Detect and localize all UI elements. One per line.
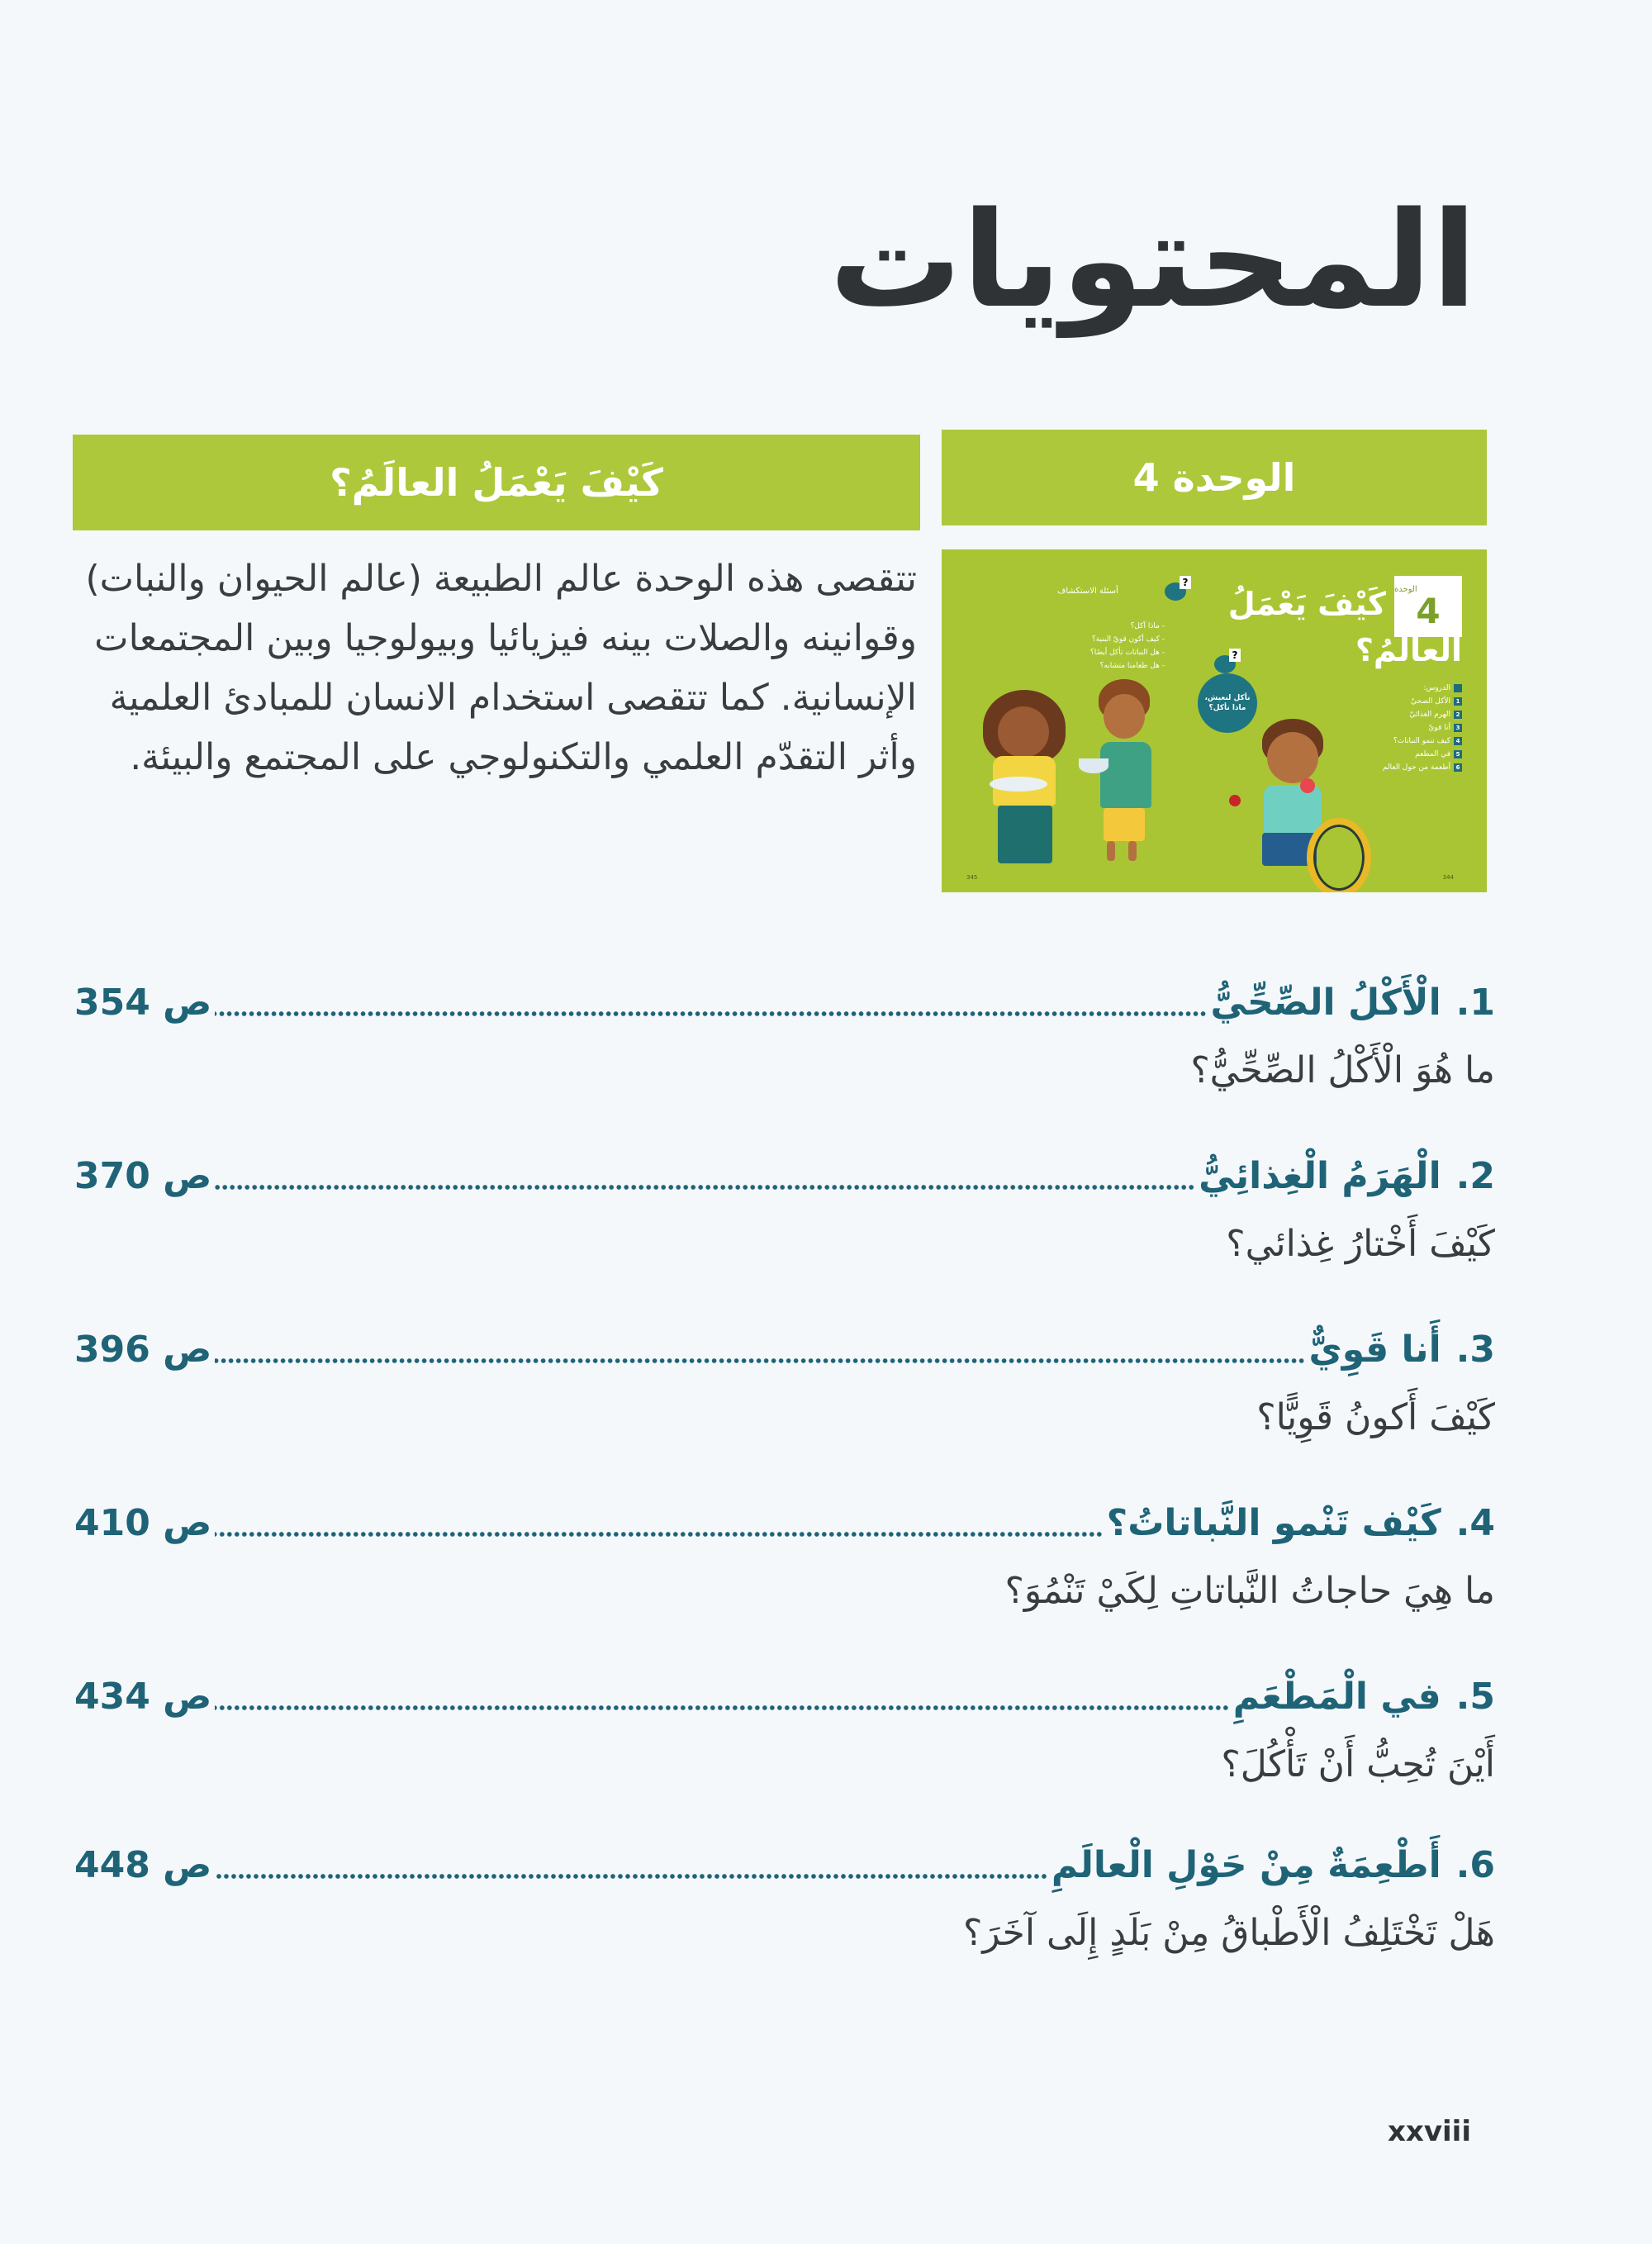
toc-title: في الْمَطْعَمِ bbox=[1232, 1676, 1441, 1718]
boy-with-bowl-illustration bbox=[1082, 669, 1165, 868]
unit-description: تتقصى هذه الوحدة عالم الطبيعة (عالم الحيوان والنبات) وقوانينه والصلات بينه فيزيائيا وبيولوجيا وبين المجتمعات الإنسانية. كما تتقصى استخدام الانسان للمبادئ العلمية وأثر التقدّم العلمي والتكنولوجي على المجتمع والبيئة. bbox=[85, 558, 917, 778]
toc-page-number: ص 410 bbox=[74, 1502, 212, 1544]
toc-page-number: ص 370 bbox=[74, 1155, 212, 1197]
toc-question: أَيْنَ تُحِبُّ أَنْ تَأْكُلَ؟ bbox=[1221, 1743, 1495, 1785]
toc-item-2 bbox=[74, 1155, 1495, 1269]
toc-item-4 bbox=[74, 1502, 1495, 1616]
toc-question: كَيْفَ أَكونُ قَوِيًّا؟ bbox=[1256, 1396, 1495, 1438]
inquiry-mascot-icon bbox=[1165, 582, 1186, 601]
unit-label: الوحدة 4 bbox=[1132, 455, 1296, 500]
dot-leader bbox=[215, 1357, 1305, 1364]
toc-title: كَيْف تَنْمو النَّباتاتُ؟ bbox=[1106, 1502, 1441, 1544]
toc-number: 3. bbox=[1455, 1329, 1495, 1371]
lesson-number: 1 bbox=[1454, 697, 1462, 706]
toc-number: 4. bbox=[1455, 1502, 1495, 1544]
toc-entry-link[interactable] bbox=[74, 1844, 1495, 1894]
toc-title: أَطْعِمَةٌ مِنْ حَوْلِ الْعالَمِ bbox=[1051, 1844, 1441, 1886]
toc-item-3 bbox=[74, 1329, 1495, 1443]
inquiry-title: أسئلة الاستكشاف bbox=[1057, 587, 1118, 596]
thumbnail-page-left: 345 bbox=[966, 874, 978, 881]
toc-page-number: ص 448 bbox=[74, 1844, 212, 1886]
lessons-title: الدروس: bbox=[1423, 684, 1450, 692]
inquiry-question: - هل طعامنا متشابه؟ bbox=[1099, 662, 1165, 670]
thumbnail-lessons-list bbox=[1338, 682, 1462, 774]
lesson-label: في المطعم bbox=[1415, 750, 1450, 758]
dot-leader bbox=[215, 1531, 1103, 1538]
toc-item-5 bbox=[74, 1676, 1495, 1790]
page-title: المحتويات bbox=[828, 183, 1477, 337]
dot-leader bbox=[215, 1184, 1195, 1191]
lesson-label: الهرم الغذائيّ bbox=[1409, 711, 1450, 719]
unit-cover-thumbnail bbox=[942, 549, 1487, 892]
lesson-item bbox=[1338, 761, 1462, 774]
toc-question: كَيْفَ أَخْتارُ غِذائي؟ bbox=[1226, 1223, 1495, 1265]
inquiry-question: - ماذا آكل؟ bbox=[1130, 622, 1165, 630]
toc-item-6 bbox=[74, 1844, 1495, 1958]
girl-with-salad-illustration bbox=[975, 673, 1074, 872]
lesson-label: أطعمة من حول العالم bbox=[1382, 763, 1450, 772]
thumbnail-unit-number: 4 bbox=[1416, 590, 1441, 631]
inquiry-questions bbox=[1049, 620, 1165, 673]
lesson-label: كيف تنمو النباتات؟ bbox=[1393, 737, 1450, 745]
dot-leader bbox=[215, 1704, 1229, 1711]
page-folio: xxviii bbox=[1388, 2115, 1471, 2148]
lesson-label: أنا قويّ bbox=[1428, 724, 1450, 732]
toc-number: 6. bbox=[1455, 1844, 1495, 1886]
lesson-number: 6 bbox=[1454, 763, 1462, 772]
toc-number: 2. bbox=[1455, 1155, 1495, 1197]
unit-theme-header bbox=[73, 435, 920, 530]
thumbnail-unit-box bbox=[1394, 576, 1462, 637]
wheelchair-wheel bbox=[1307, 818, 1371, 892]
toc-entry-link[interactable] bbox=[74, 1329, 1495, 1378]
thumbnail-title-line1: كَيْفَ يَعْمَلُ bbox=[1227, 586, 1386, 622]
inquiry-question: - كيف أكون قويّ البنية؟ bbox=[1091, 635, 1165, 644]
unit-label-header bbox=[942, 430, 1487, 525]
inquiry-question: - هل النباتات تأكل أيضًا؟ bbox=[1089, 649, 1165, 657]
toc-entry-link[interactable] bbox=[74, 1676, 1495, 1725]
toc-page-number: ص 434 bbox=[74, 1676, 212, 1718]
question-mascot-icon bbox=[1214, 655, 1236, 673]
toc-question: ما هِيَ حاجاتُ النَّباتاتِ لِكَيْ تَنْمُوَ؟ bbox=[1004, 1570, 1495, 1612]
lesson-item bbox=[1338, 695, 1462, 708]
toc-title: الْأَكْلُ الصِّحِّيُّ bbox=[1210, 982, 1441, 1024]
thumbnail-big-question: نأكل لنعيش، ماذا نأكل؟ bbox=[1198, 673, 1257, 733]
lessons-icon bbox=[1454, 684, 1462, 692]
toc-title: الْهَرَمُ الْغِذائِيُّ bbox=[1199, 1155, 1441, 1197]
lesson-item bbox=[1338, 708, 1462, 721]
boy-in-wheelchair-illustration bbox=[1231, 719, 1355, 892]
dot-leader bbox=[215, 1010, 1207, 1017]
toc-entry-link[interactable] bbox=[74, 1502, 1495, 1552]
toc-item-1 bbox=[74, 982, 1495, 1096]
lesson-number: 4 bbox=[1454, 737, 1462, 745]
lesson-label: الأكل الصحيّ bbox=[1411, 697, 1450, 706]
lesson-number: 3 bbox=[1454, 724, 1462, 732]
dot-leader bbox=[215, 1873, 1047, 1880]
toc-question: ما هُوَ الْأَكْلُ الصِّحِّيُّ؟ bbox=[1190, 1049, 1495, 1091]
toc-number: 1. bbox=[1455, 982, 1495, 1024]
toc-number: 5. bbox=[1455, 1676, 1495, 1718]
lesson-item bbox=[1338, 735, 1462, 748]
toc-page-number: ص 354 bbox=[74, 982, 212, 1024]
lesson-number: 2 bbox=[1454, 711, 1462, 719]
toc-question: هَلْ تَخْتَلِفُ الْأَطْباقُ مِنْ بَلَدٍ إِلَى آخَرَ؟ bbox=[963, 1912, 1495, 1954]
thumbnail-page-right: 344 bbox=[1442, 874, 1454, 881]
toc-title: أَنا قَوِيٌّ bbox=[1308, 1329, 1441, 1371]
lesson-number: 5 bbox=[1454, 750, 1462, 758]
toc-entry-link[interactable] bbox=[74, 1155, 1495, 1205]
thumbnail-title-line2: الْعالَمُ؟ bbox=[1355, 632, 1462, 668]
lesson-item bbox=[1338, 721, 1462, 735]
unit-theme: كَيْفَ يَعْمَلُ العالَمُ؟ bbox=[330, 460, 663, 505]
toc-page-number: ص 396 bbox=[74, 1329, 212, 1371]
lesson-item bbox=[1338, 748, 1462, 761]
thumbnail-unit-word: الوحدة bbox=[1394, 584, 1417, 594]
toc-entry-link[interactable] bbox=[74, 982, 1495, 1031]
